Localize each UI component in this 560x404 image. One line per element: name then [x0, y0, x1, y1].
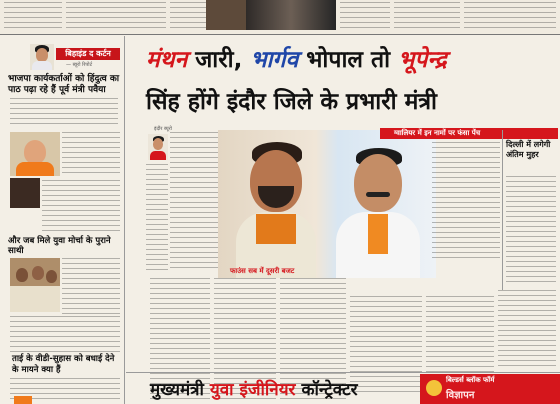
- bottom-headline-word-3: कॉन्ट्रेक्टर: [301, 380, 358, 400]
- column-body-3: [42, 180, 120, 234]
- bottom-headline-word-1: मुख्यमंत्री: [150, 380, 204, 400]
- story-text-col-1: [170, 132, 218, 272]
- main-headline-line-2: सिंह होंगे इंदौर जिले के प्रभारी मंत्री: [146, 89, 438, 115]
- columnist-photo: [30, 44, 54, 70]
- photo-caption-title: ग्वालियर में इन नामों पर फंसा पेंच: [394, 129, 481, 137]
- headline-word-jari: जारी,: [195, 47, 243, 73]
- top-text-block-4: [340, 2, 390, 30]
- column-body-5: [10, 316, 120, 356]
- headline-word-bhargav: भार्गव: [250, 47, 299, 73]
- column-photo-2: [10, 178, 40, 208]
- bottom-headline-word-2: युवा इंजीनियर: [209, 380, 296, 400]
- side-box-text: [506, 176, 556, 284]
- headline-word-manthan: मंथन: [146, 47, 188, 73]
- right-box-divider: [502, 130, 503, 290]
- bottom-headline: [150, 376, 418, 404]
- column-logo: [56, 48, 120, 60]
- main-photo-person-right: [336, 148, 420, 278]
- main-headline-line-1: [146, 40, 558, 80]
- column-body-1: [10, 98, 118, 128]
- top-text-block-1: [4, 2, 62, 30]
- main-photo: [218, 130, 436, 278]
- story-text-col-1b: [146, 164, 168, 270]
- column-byline: — ब्यूरो रिपोर्ट: [66, 62, 93, 68]
- column-logo-text: बिहाइंड द कर्टन: [65, 49, 111, 58]
- top-text-block-2: [66, 2, 166, 30]
- pull-quote-label: फाउंस सब में दूसरी बजट: [230, 267, 295, 275]
- column-body-4: [62, 258, 120, 314]
- byline-photo: [148, 134, 168, 160]
- top-photo-2: [246, 0, 336, 30]
- column-photo-1: [10, 132, 60, 176]
- top-strip: [0, 0, 560, 35]
- advert-sub-text: विज्ञापन: [446, 390, 475, 401]
- column-body-2: [62, 132, 120, 176]
- story-byline: इंदौर ब्यूरो: [154, 126, 172, 132]
- top-photo-1: [206, 0, 246, 30]
- advert-logo-icon: [426, 380, 442, 396]
- story-text-col-7: [498, 290, 556, 370]
- side-box-headline: दिल्ली में लगेगी अंतिम मुहर: [506, 140, 551, 159]
- main-photo-person-left: [236, 142, 316, 278]
- pull-quote: [230, 266, 350, 276]
- column-headline-1: भाजपा कार्यकर्ताओं को हिंदुत्व का पाठ पढ़ा रहे हैं पूर्व मंत्री पवैया: [8, 74, 120, 95]
- bottom-divider: [126, 372, 560, 373]
- caption-box-text: [432, 142, 500, 262]
- advert-top-text: बिल्डर्स ब्लॉक फॉर्म: [446, 376, 495, 384]
- column-headline-2: और जब मिले युवा मोर्चा के पुराने साथी: [8, 236, 111, 256]
- top-text-block-6: [464, 2, 556, 30]
- column-photo-4: [14, 396, 32, 404]
- headline-word-bhupendra: भूपेन्द्र: [398, 47, 447, 73]
- column-headline-3: ताई के वीडी-सुहास को बधाई देने के मायने क्या हैं: [12, 354, 115, 375]
- top-text-block-5: [394, 2, 460, 30]
- column-photo-3: [10, 258, 60, 312]
- photo-caption-bar: [380, 128, 558, 139]
- advert-box: [420, 374, 560, 404]
- headline-word-bhopal: भोपाल तो: [306, 47, 391, 73]
- left-column-divider: [124, 36, 125, 404]
- left-column: [0, 36, 124, 404]
